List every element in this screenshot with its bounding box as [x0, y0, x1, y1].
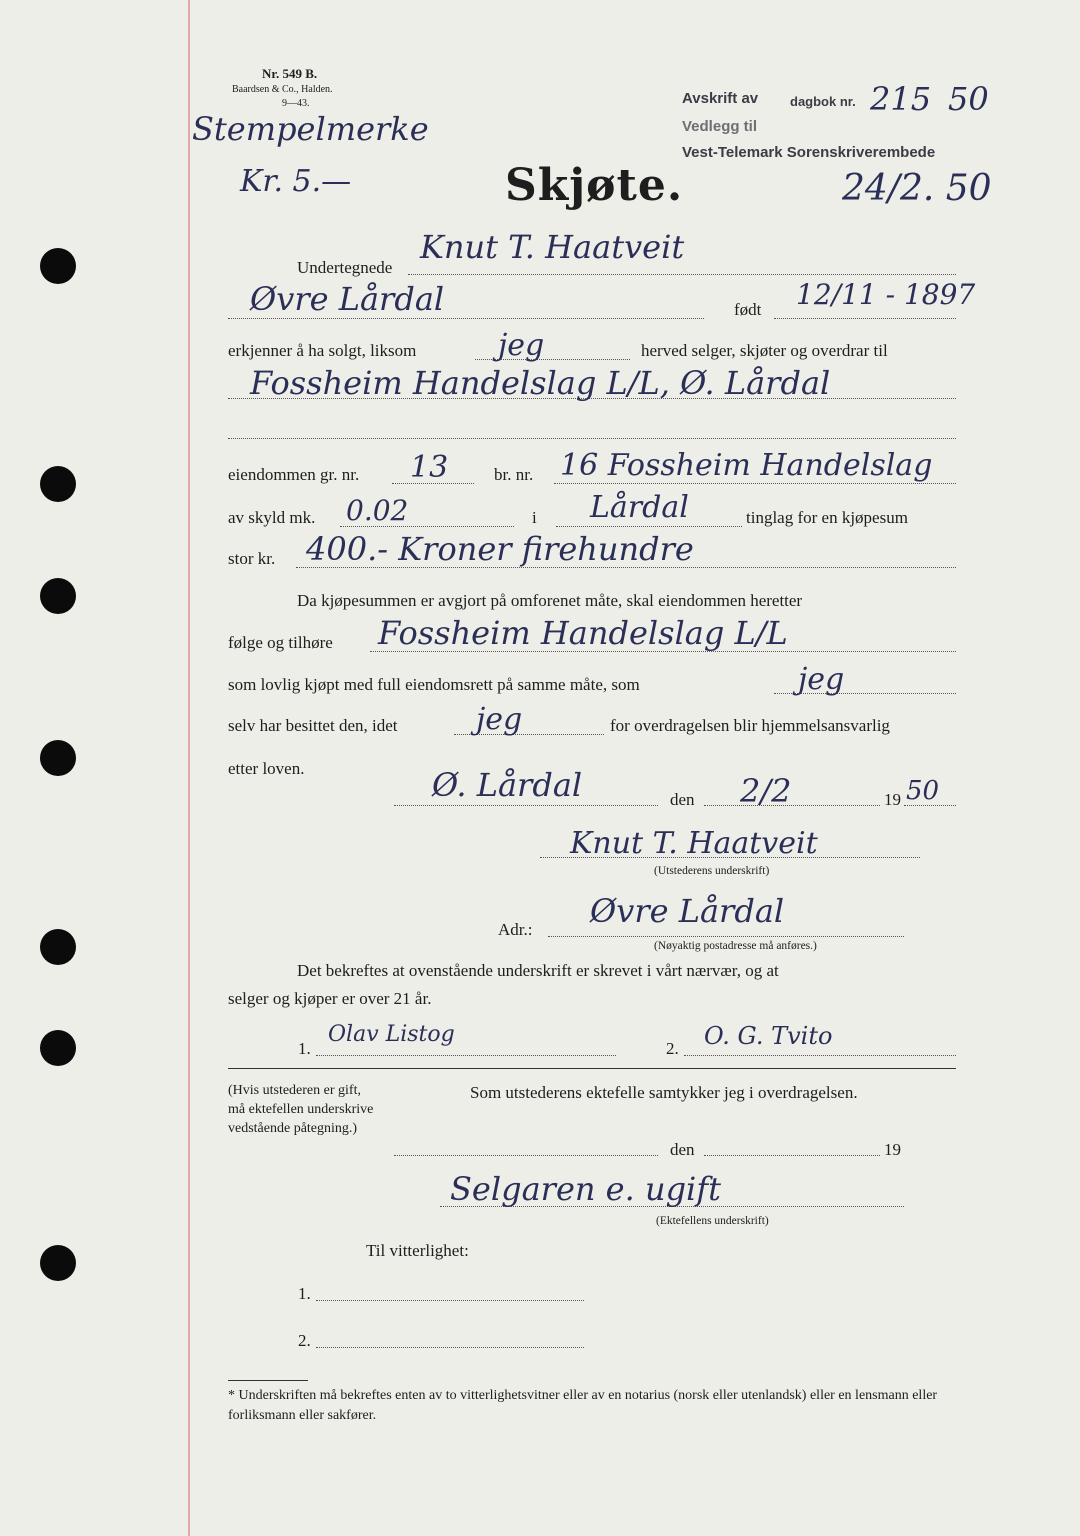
hw-seller-place: Øvre Lårdal — [250, 280, 445, 318]
line-seller-place — [228, 318, 704, 319]
label-witness2-num: 2. — [666, 1039, 679, 1058]
line-sign-date — [704, 805, 880, 806]
line-vitne1 — [316, 1300, 584, 1301]
label-somlovlig: som lovlig kjøpt med full eiendomsrett på samme måte, som — [228, 675, 640, 694]
label-selvhar: selv har besittet den, idet — [228, 716, 398, 735]
label-year2: 19 — [884, 1140, 901, 1159]
stamp-dagbok-year: 50 — [948, 80, 989, 118]
punch-hole — [40, 1030, 76, 1066]
hw-sign-year: 50 — [906, 776, 940, 806]
punch-hole — [40, 248, 76, 284]
label-eiendommen: eiendommen gr. nr. — [228, 465, 360, 484]
text-samtykker: Som utstederens ektefelle samtykker jeg i overdragelsen. — [470, 1083, 858, 1102]
punch-hole — [40, 578, 76, 614]
label-tinglag: tinglag for en kjøpesum — [746, 508, 908, 527]
hw-sign-date: 2/2 — [740, 772, 792, 810]
footnote-rule — [228, 1380, 308, 1381]
stamp-line1: Avskrift av — [682, 90, 759, 107]
stamp-dagbok-no: 215 — [870, 80, 932, 118]
line-blank — [228, 438, 956, 439]
hw-witness1: Olav Listog — [328, 1022, 455, 1047]
stamp-line3: Vest-Telemark Sorenskriverembede — [682, 144, 936, 161]
label-undertegnede: Undertegnede — [297, 258, 393, 277]
line-birth-date — [774, 318, 956, 319]
text-hvis2: må ektefellen underskrive — [228, 1102, 374, 1117]
hw-price: 400.- Kroner firehundre — [306, 530, 694, 568]
hw-spouse-note: Selgaren e. ugift — [450, 1170, 721, 1208]
punch-hole — [40, 929, 76, 965]
punch-hole — [40, 1245, 76, 1281]
form-printer: Baardsen & Co., Halden. — [232, 84, 333, 95]
label-folge: følge og tilhøre — [228, 633, 333, 652]
label-postadresse: (Nøyaktig postadresse må anføres.) — [654, 940, 817, 952]
text-hvis1: (Hvis utstederen er gift, — [228, 1083, 361, 1098]
line-witness2 — [684, 1055, 956, 1056]
text-bekreftes2: selger og kjøper er over 21 år. — [228, 989, 432, 1008]
hw-pronoun3: jeg — [476, 702, 523, 737]
text-hvis3: vedstående påtegning.) — [228, 1121, 358, 1136]
line-bnr — [554, 483, 956, 484]
label-year-prefix: 19 — [884, 790, 901, 809]
text-da-line: Da kjøpesummen er avgjort på omforenet måte, skal eiendommen heretter — [297, 591, 803, 610]
line-herred — [556, 526, 742, 527]
stamp-date: 24/2. 50 — [842, 168, 992, 209]
label-v1: 1. — [298, 1284, 311, 1303]
line-sign-place — [394, 805, 658, 806]
punch-hole — [40, 466, 76, 502]
hw-pronoun2: jeg — [798, 662, 845, 697]
label-den: den — [670, 790, 695, 809]
label-herved: herved selger, skjøter og overdrar til — [641, 341, 888, 360]
form-number: Nr. 549 B. — [262, 66, 318, 81]
punch-hole — [40, 740, 76, 776]
hw-gnr: 13 — [410, 450, 449, 485]
hw-herred: Lårdal — [590, 490, 689, 525]
line-spouse-place — [394, 1155, 658, 1156]
label-utst-underskrift: (Utstederens underskrift) — [654, 865, 770, 877]
label-brnr: br. nr. — [494, 465, 534, 484]
margin-line — [188, 0, 190, 1536]
label-foroverdr: for overdragelsen blir hjemmelsansvarlig — [610, 716, 890, 735]
label-ektefellens: (Ektefellens underskrift) — [656, 1215, 769, 1227]
line-witness1 — [316, 1055, 616, 1056]
line-spouse-date — [704, 1155, 880, 1156]
label-den2: den — [670, 1140, 695, 1159]
stamp-line2: Vedlegg til — [682, 118, 758, 135]
label-i: i — [532, 508, 537, 527]
hw-witness2: O. G. Tvito — [704, 1022, 833, 1050]
label-witness1-num: 1. — [298, 1039, 311, 1058]
label-storkr: stor kr. — [228, 549, 276, 568]
hw-skyld: 0.02 — [346, 494, 409, 527]
section-rule — [228, 1068, 956, 1069]
footnote: * Underskriften må bekreftes enten av to vitterlighetsvitner eller av en notarius (norsk eller utenlandsk) eller en lensmann eller forliksmann eller sakfører. — [228, 1388, 938, 1423]
form-print-date: 9—43. — [282, 98, 310, 109]
hw-folge-buyer: Fossheim Handelslag L/L — [378, 614, 788, 652]
line-seller-name — [408, 274, 956, 275]
hw-signature: Knut T. Haatveit — [570, 826, 818, 861]
hw-pronoun1: jeg — [498, 328, 545, 363]
margin-note-line1: Stempelmerke — [192, 110, 429, 148]
document-title: Skjøte. — [505, 160, 684, 211]
hw-sign-place: Ø. Lårdal — [432, 766, 583, 804]
label-etter-loven: etter loven. — [228, 759, 305, 778]
label-vitterlighet: Til vitterlighet: — [366, 1241, 469, 1260]
line-address — [548, 936, 904, 937]
hw-bnr: 16 Fossheim Handelslag — [560, 448, 933, 483]
stamp-line1b: dagbok nr. — [790, 94, 856, 109]
label-adr: Adr.: — [498, 920, 533, 939]
hw-seller-name: Knut T. Haatveit — [420, 228, 685, 266]
label-v2: 2. — [298, 1331, 311, 1350]
label-avskyld: av skyld mk. — [228, 508, 316, 527]
hw-birth-date: 12/11 - 1897 — [796, 278, 976, 311]
line-vitne2 — [316, 1347, 584, 1348]
label-erkjenner: erkjenner å ha solgt, liksom — [228, 341, 417, 360]
margin-note-line2: Kr. 5.— — [240, 164, 352, 199]
hw-buyer: Fossheim Handelslag L/L, Ø. Lårdal — [250, 364, 831, 402]
hw-address: Øvre Lårdal — [590, 892, 785, 930]
text-bekreftes1: Det bekreftes at ovenstående underskrift er skrevet i vårt nærvær, og at — [297, 961, 779, 980]
label-fodt: født — [734, 300, 762, 319]
